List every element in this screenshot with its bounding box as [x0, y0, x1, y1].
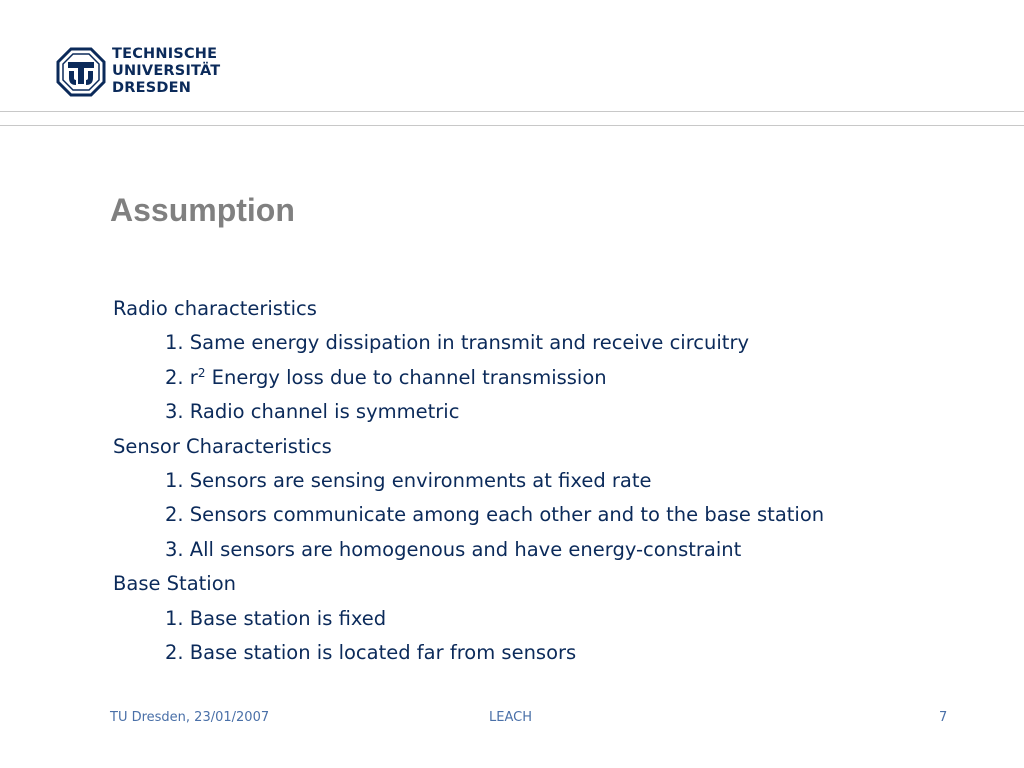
section-heading-sensor: Sensor Characteristics — [113, 434, 332, 458]
list-item: 2. Base station is located far from sensors — [165, 641, 577, 665]
slide-title: Assumption — [110, 192, 295, 228]
list-item: 3. All sensors are homogenous and have energy-constraint — [165, 537, 742, 561]
footer-topic: LEACH — [489, 710, 532, 725]
logo-line-2: UNIVERSITÄT — [112, 63, 221, 79]
list-item: 3. Radio channel is symmetric — [165, 400, 460, 424]
tu-dresden-logo-icon — [56, 47, 106, 97]
logo-line-1: TECHNISCHE — [112, 46, 218, 62]
list-item-prefix: 2. r — [165, 365, 198, 389]
list-item-suffix: Energy loss due to channel transmission — [205, 365, 607, 389]
header-divider-bottom — [0, 125, 1024, 126]
section-heading-radio: Radio characteristics — [113, 297, 317, 320]
list-item — [113, 361, 993, 395]
footer-date: TU Dresden, 23/01/2007 — [110, 710, 270, 725]
list-item: 1. Same energy dissipation in transmit and receive circuitry — [165, 331, 750, 355]
logo-line-3: DRESDEN — [112, 80, 192, 96]
list-item: 2. Sensors communicate among each other and to the base station — [165, 503, 825, 527]
page-number: 7 — [939, 710, 948, 725]
university-logo — [56, 46, 220, 97]
slide-body — [113, 292, 993, 670]
header-divider-top — [0, 111, 1024, 112]
superscript: 2 — [197, 365, 206, 380]
logo-wordmark — [112, 46, 220, 97]
list-item: 1. Base station is fixed — [165, 606, 387, 630]
list-item: 1. Sensors are sensing environments at fixed rate — [165, 469, 652, 493]
section-heading-base-station: Base Station — [113, 572, 237, 596]
